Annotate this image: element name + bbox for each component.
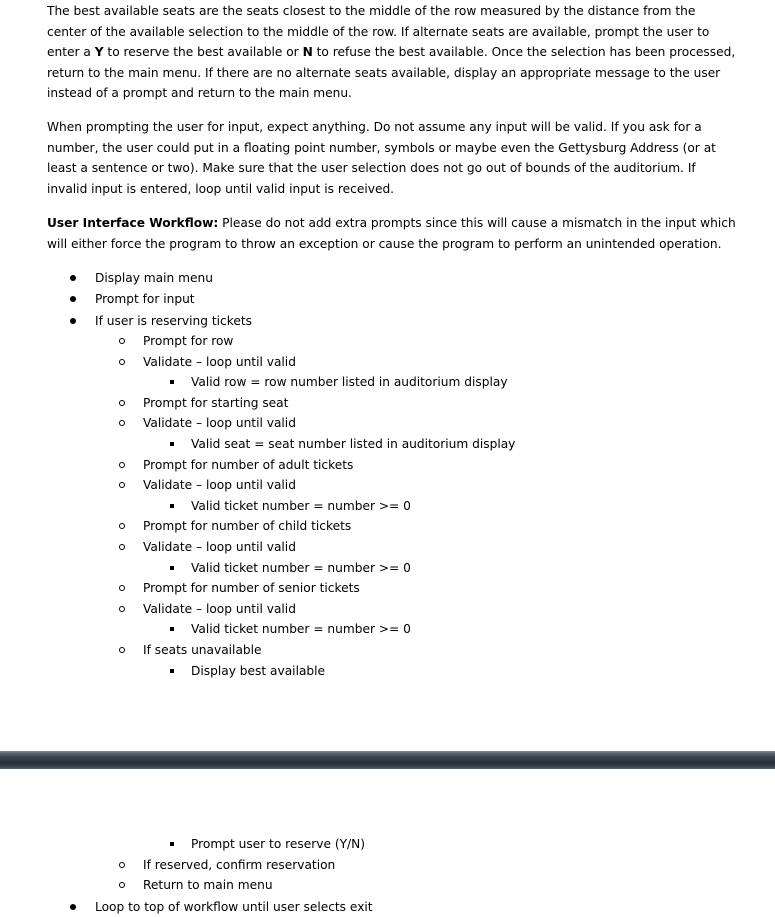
list-item: Prompt user to reserve (Y/N) bbox=[191, 837, 366, 851]
text-run: The best available seats are the seats closest to the middle of the row measured by the distance from the center of the available selection to the middle of the row. If alternate seats are available, prompt the user to enter a bbox=[47, 4, 710, 60]
list-item: Validate – loop until valid bbox=[143, 602, 296, 616]
text-run: Please do not add extra prompts since this will cause a mismatch in the input which will either force the program to throw an exception or cause the program to perform an unintended operation. bbox=[47, 216, 736, 251]
list-item: Valid ticket number = number >= 0 bbox=[191, 499, 411, 513]
list-item: Prompt for starting seat bbox=[143, 396, 289, 410]
list-item: Prompt for number of child tickets bbox=[143, 519, 352, 533]
bullet-square-icon bbox=[170, 442, 174, 446]
bullet-circle-icon bbox=[119, 338, 125, 344]
bullet-circle-icon bbox=[119, 606, 125, 612]
text-run: to reserve the best available or bbox=[103, 45, 303, 60]
list-item: If reserved, confirm reservation bbox=[143, 858, 336, 872]
list-item: If seats unavailable bbox=[143, 643, 262, 657]
bullet-disc-icon bbox=[70, 318, 76, 324]
bullet-circle-icon bbox=[119, 400, 125, 406]
bullet-square-icon bbox=[170, 380, 174, 384]
bullet-square-icon bbox=[170, 504, 174, 508]
bullet-square-icon bbox=[170, 566, 174, 570]
bullet-circle-icon bbox=[119, 523, 125, 529]
list-item: Valid row = row number listed in auditorium display bbox=[191, 375, 508, 389]
list-item: Display best available bbox=[191, 664, 326, 678]
bullet-circle-icon bbox=[119, 882, 125, 888]
list-item: Valid ticket number = number >= 0 bbox=[191, 561, 411, 575]
bullet-disc-icon bbox=[70, 296, 76, 302]
bullet-circle-icon bbox=[119, 462, 125, 468]
key-n: N bbox=[302, 45, 313, 60]
key-y: Y bbox=[94, 45, 104, 60]
bullet-square-icon bbox=[170, 669, 174, 673]
bullet-disc-icon bbox=[70, 904, 76, 910]
bullet-disc-icon bbox=[70, 275, 76, 281]
list-item: Validate – loop until valid bbox=[143, 540, 296, 554]
list-item: Prompt for row bbox=[143, 334, 234, 348]
list-item: Validate – loop until valid bbox=[143, 478, 296, 492]
bullet-circle-icon bbox=[119, 647, 125, 653]
list-item: Prompt for number of adult tickets bbox=[143, 458, 354, 472]
paragraph-input-validation: When prompting the user for input, expect anything. Do not assume any input will be valid. If you ask for a number, the user could put in a floating point number, symbols or maybe even the Gettysburg Address (or at least a sentence or two). Make sure that the user selection does not go out of bounds of the auditorium. If invalid input is entered, loop until valid input is received. bbox=[47, 120, 716, 196]
bullet-circle-icon bbox=[119, 420, 125, 426]
bullet-square-icon bbox=[170, 627, 174, 631]
list-item: If user is reserving tickets bbox=[95, 314, 252, 328]
list-item: Display main menu bbox=[95, 271, 213, 285]
list-item: Valid seat = seat number listed in auditorium display bbox=[191, 437, 516, 451]
list-item: Prompt for input bbox=[95, 292, 195, 306]
paragraph-best-available bbox=[47, 1, 737, 104]
list-item: Loop to top of workflow until user selects exit bbox=[95, 900, 373, 914]
workflow-label: User Interface Workflow: bbox=[47, 216, 219, 230]
list-item: Validate – loop until valid bbox=[143, 355, 296, 369]
bullet-circle-icon bbox=[119, 359, 125, 365]
page-break bbox=[0, 751, 775, 769]
bullet-circle-icon bbox=[119, 862, 125, 868]
bullet-square-icon bbox=[170, 842, 174, 846]
paragraph-ui-workflow bbox=[47, 213, 737, 254]
list-item: Validate – loop until valid bbox=[143, 416, 296, 430]
text-run: to refuse the best available. Once the selection has been processed, return to the main menu. If there are no alternate seats available, display an appropriate message to the user instead of a prompt and return to the main menu. bbox=[47, 45, 736, 101]
list-item: Prompt for number of senior tickets bbox=[143, 581, 360, 595]
list-item: Valid ticket number = number >= 0 bbox=[191, 622, 411, 636]
bullet-circle-icon bbox=[119, 585, 125, 591]
bullet-circle-icon bbox=[119, 544, 125, 550]
list-item: Return to main menu bbox=[143, 878, 273, 892]
bullet-circle-icon bbox=[119, 482, 125, 488]
